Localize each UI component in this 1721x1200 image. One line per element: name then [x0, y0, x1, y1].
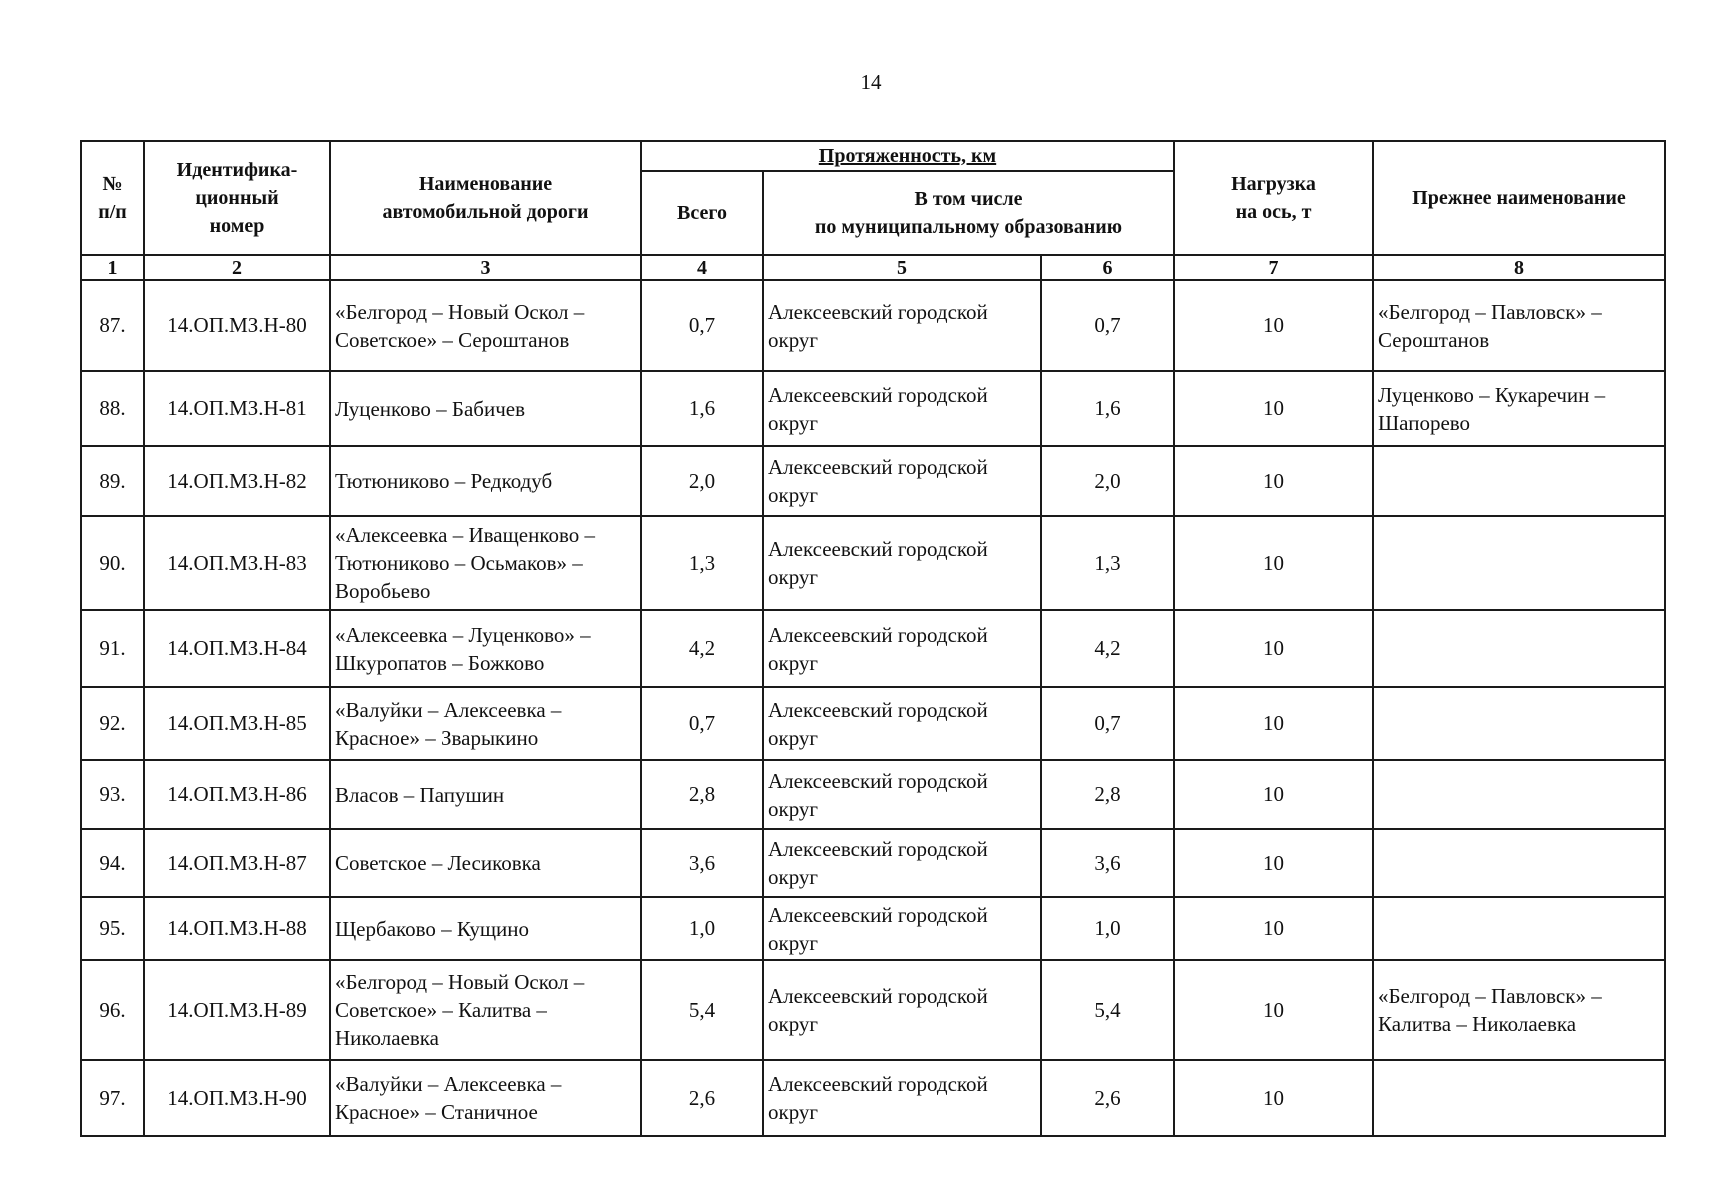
row-total: 5,4	[641, 960, 763, 1060]
row-num: 91.	[81, 610, 144, 687]
table-row	[81, 280, 1665, 371]
row-municipality: Алексеевский городской округ	[763, 897, 1041, 960]
row-axle-load: 10	[1174, 446, 1373, 516]
row-road-name: «Валуйки – Алексеевка – Красное» – Зварыкино	[330, 687, 641, 760]
table-row	[81, 687, 1665, 760]
row-mun-length: 3,6	[1041, 829, 1174, 897]
row-mun-length: 2,6	[1041, 1060, 1174, 1136]
row-axle-load: 10	[1174, 610, 1373, 687]
row-road-name: Луценково – Бабичев	[330, 371, 641, 446]
row-num: 94.	[81, 829, 144, 897]
row-total: 2,8	[641, 760, 763, 829]
row-municipality: Алексеевский городской округ	[763, 516, 1041, 610]
header-length-group-label: Протяженность, км	[818, 145, 997, 167]
row-former-name: «Белгород – Павловск» – Калитва – Николаевка	[1373, 960, 1665, 1060]
row-id: 14.ОП.МЗ.Н-84	[144, 610, 330, 687]
row-axle-load: 10	[1174, 280, 1373, 371]
row-road-name: Тютюниково – Редкодуб	[330, 446, 641, 516]
row-num: 92.	[81, 687, 144, 760]
row-id: 14.ОП.МЗ.Н-90	[144, 1060, 330, 1136]
table-row	[81, 371, 1665, 446]
header-former-name: Прежнее наименование	[1373, 141, 1665, 255]
header-num: № п/п	[81, 141, 144, 255]
row-municipality: Алексеевский городской округ	[763, 371, 1041, 446]
column-number: 5	[763, 255, 1041, 280]
table-row	[81, 897, 1665, 960]
row-axle-load: 10	[1174, 829, 1373, 897]
row-axle-load: 10	[1174, 760, 1373, 829]
row-id: 14.ОП.МЗ.Н-80	[144, 280, 330, 371]
row-municipality: Алексеевский городской округ	[763, 760, 1041, 829]
row-id: 14.ОП.МЗ.Н-82	[144, 446, 330, 516]
row-former-name	[1373, 687, 1665, 760]
table-row	[81, 446, 1665, 516]
header-total: Всего	[641, 171, 763, 255]
row-road-name: «Алексеевка – Луценково» – Шкуропатов – Божково	[330, 610, 641, 687]
row-num: 93.	[81, 760, 144, 829]
row-mun-length: 1,3	[1041, 516, 1174, 610]
row-total: 1,0	[641, 897, 763, 960]
row-road-name: «Алексеевка – Иващенково – Тютюниково – Осьмаков» – Воробьево	[330, 516, 641, 610]
column-number: 8	[1373, 255, 1665, 280]
page-number: 14	[860, 70, 882, 94]
row-municipality: Алексеевский городской округ	[763, 1060, 1041, 1136]
row-axle-load: 10	[1174, 516, 1373, 610]
header-axle-load: Нагрузка на ось, т	[1174, 141, 1373, 255]
row-municipality: Алексеевский городской округ	[763, 446, 1041, 516]
row-mun-length: 1,0	[1041, 897, 1174, 960]
row-road-name: «Валуйки – Алексеевка – Красное» – Станичное	[330, 1060, 641, 1136]
row-road-name: Щербаково – Кущино	[330, 897, 641, 960]
header-length-group	[641, 141, 1174, 171]
row-former-name	[1373, 760, 1665, 829]
row-municipality: Алексеевский городской округ	[763, 610, 1041, 687]
row-municipality: Алексеевский городской округ	[763, 280, 1041, 371]
row-former-name: Луценково – Кукаречин – Шапорево	[1373, 371, 1665, 446]
header-id: Идентифика- ционный номер	[144, 141, 330, 255]
row-total: 2,0	[641, 446, 763, 516]
row-axle-load: 10	[1174, 960, 1373, 1060]
row-axle-load: 10	[1174, 897, 1373, 960]
row-num: 89.	[81, 446, 144, 516]
column-number: 2	[144, 255, 330, 280]
row-num: 97.	[81, 1060, 144, 1136]
row-total: 1,6	[641, 371, 763, 446]
row-id: 14.ОП.МЗ.Н-83	[144, 516, 330, 610]
row-former-name	[1373, 446, 1665, 516]
row-num: 90.	[81, 516, 144, 610]
row-axle-load: 10	[1174, 1060, 1373, 1136]
column-number: 3	[330, 255, 641, 280]
row-id: 14.ОП.МЗ.Н-85	[144, 687, 330, 760]
row-municipality: Алексеевский городской округ	[763, 687, 1041, 760]
row-id: 14.ОП.МЗ.Н-88	[144, 897, 330, 960]
row-id: 14.ОП.МЗ.Н-86	[144, 760, 330, 829]
row-id: 14.ОП.МЗ.Н-89	[144, 960, 330, 1060]
row-mun-length: 5,4	[1041, 960, 1174, 1060]
header-road-name: Наименование автомобильной дороги	[330, 141, 641, 255]
table-row	[81, 1060, 1665, 1136]
row-total: 0,7	[641, 280, 763, 371]
row-total: 0,7	[641, 687, 763, 760]
row-total: 2,6	[641, 1060, 763, 1136]
row-former-name	[1373, 897, 1665, 960]
row-total: 3,6	[641, 829, 763, 897]
row-mun-length: 4,2	[1041, 610, 1174, 687]
row-municipality: Алексеевский городской округ	[763, 829, 1041, 897]
row-total: 1,3	[641, 516, 763, 610]
row-mun-length: 1,6	[1041, 371, 1174, 446]
column-number: 4	[641, 255, 763, 280]
table-row	[81, 760, 1665, 829]
table-row	[81, 960, 1665, 1060]
row-total: 4,2	[641, 610, 763, 687]
row-id: 14.ОП.МЗ.Н-81	[144, 371, 330, 446]
table-row	[81, 610, 1665, 687]
row-former-name	[1373, 610, 1665, 687]
column-number: 7	[1174, 255, 1373, 280]
row-road-name: «Белгород – Новый Оскол – Советское» – Калитва – Николаевка	[330, 960, 641, 1060]
row-axle-load: 10	[1174, 371, 1373, 446]
row-id: 14.ОП.МЗ.Н-87	[144, 829, 330, 897]
row-road-name: Советское – Лесиковка	[330, 829, 641, 897]
row-road-name: «Белгород – Новый Оскол – Советское» – Сероштанов	[330, 280, 641, 371]
row-axle-load: 10	[1174, 687, 1373, 760]
row-road-name: Власов – Папушин	[330, 760, 641, 829]
row-mun-length: 0,7	[1041, 687, 1174, 760]
roads-table	[80, 140, 1666, 1137]
header-by-municipality: В том числе по муниципальному образованию	[763, 171, 1174, 255]
row-former-name	[1373, 829, 1665, 897]
row-mun-length: 0,7	[1041, 280, 1174, 371]
column-number: 6	[1041, 255, 1174, 280]
row-municipality: Алексеевский городской округ	[763, 960, 1041, 1060]
row-mun-length: 2,0	[1041, 446, 1174, 516]
table-row	[81, 516, 1665, 610]
row-former-name: «Белгород – Павловск» – Сероштанов	[1373, 280, 1665, 371]
table-row	[81, 829, 1665, 897]
row-num: 88.	[81, 371, 144, 446]
row-mun-length: 2,8	[1041, 760, 1174, 829]
row-former-name	[1373, 516, 1665, 610]
row-num: 95.	[81, 897, 144, 960]
column-number: 1	[81, 255, 144, 280]
row-num: 87.	[81, 280, 144, 371]
row-former-name	[1373, 1060, 1665, 1136]
row-num: 96.	[81, 960, 144, 1060]
